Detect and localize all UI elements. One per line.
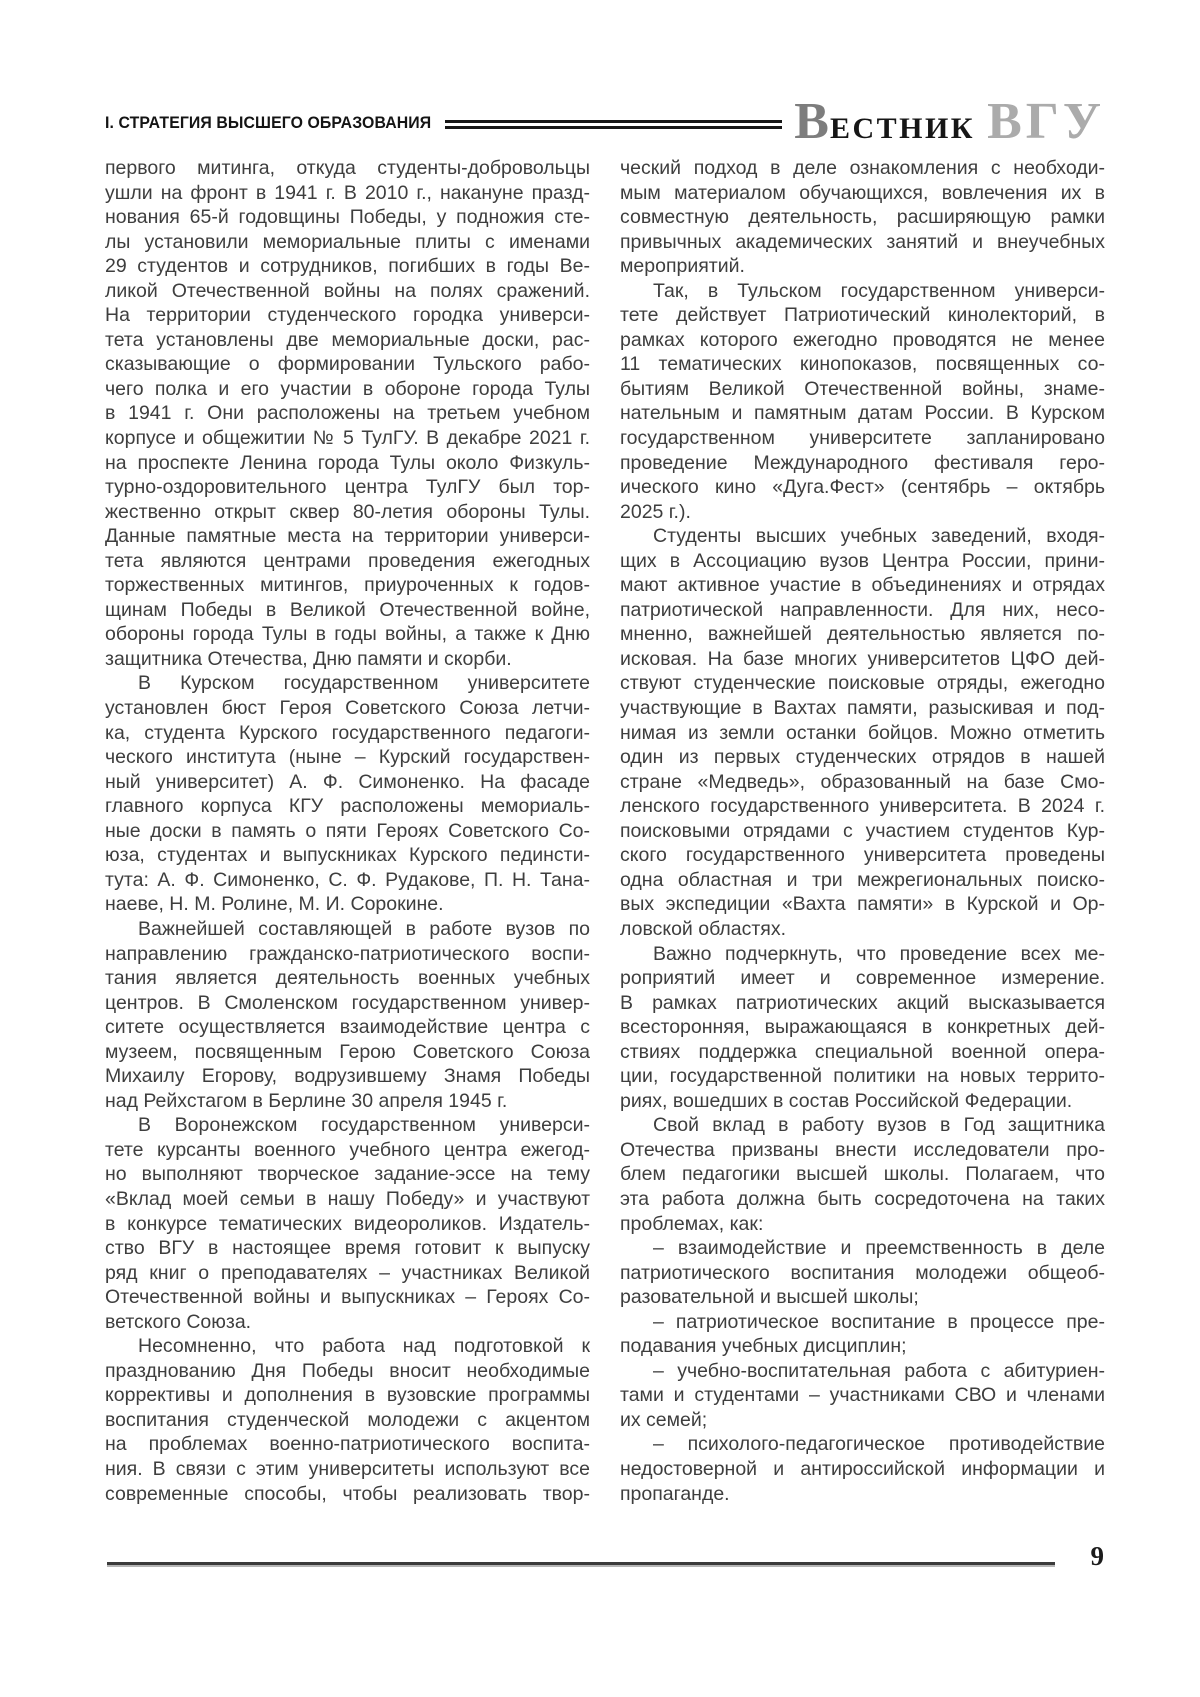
paragraph — [620, 1113, 1105, 1236]
text-line: ского государственного университета проведены — [620, 844, 1105, 867]
text-line: Михаилу Егорову, водрузившему Знамя Победы — [105, 1065, 590, 1088]
text-line: ленского государственного университета. В 2024 г. — [620, 795, 1105, 818]
text-line: – учебно-воспитательная работа с абитуриен- — [653, 1359, 1105, 1382]
text-line: одна областная и три межрегиональных поиско- — [620, 868, 1105, 891]
text-line: патриотического воспитания молодежи общеоб- — [620, 1261, 1105, 1284]
text-line: ствиях поддержка специальной военной опера- — [620, 1040, 1105, 1063]
text-line: нательным и памятным датам России. В Курском — [620, 402, 1105, 425]
text-column-right — [620, 156, 1105, 1506]
text-line: наеве, Н. М. Ролине, М. И. Сорокине. — [105, 893, 444, 916]
text-line: торжественных митингов, приуроченных к годов- — [105, 574, 590, 597]
text-line: юза, студентах и выпускниках Курского пединсти- — [105, 844, 590, 867]
text-line: Так, в Тульском государственном универси- — [653, 279, 1105, 302]
text-line: роприятий имеет и современное измерение. — [620, 967, 1105, 990]
text-line: ряд книг о преподавателях – участниках Великой — [105, 1261, 590, 1284]
text-line: разовательной и высшей школы; — [620, 1286, 919, 1309]
text-line: патриотической направленности. Для них, несо- — [620, 598, 1105, 621]
journal-logo-name: ЕСТНИК — [829, 112, 976, 145]
paragraph — [105, 671, 590, 916]
text-column-left — [105, 156, 590, 1506]
running-head — [105, 93, 1105, 150]
text-line: Свой вклад в работу вузов в Год защитника — [653, 1114, 1105, 1137]
paragraph — [620, 156, 1105, 279]
text-line: – патриотическое воспитание в процессе пре- — [653, 1310, 1105, 1333]
text-line: на проспекте Ленина города Тулы около Физкуль- — [105, 451, 590, 474]
text-line: ситете осуществляется взаимодействие центра с — [105, 1016, 590, 1039]
text-line: их семей; — [620, 1408, 708, 1431]
paragraph — [620, 524, 1105, 941]
text-line: блем педагогики высшей школы. Полагаем, что — [620, 1163, 1105, 1186]
text-line: 11 тематических кинопоказов, посвященных со- — [620, 353, 1105, 376]
text-line: ликой Отечественной войны на полях сражений. — [105, 279, 590, 302]
text-line: ния. В связи с этим университеты используют все — [105, 1457, 590, 1480]
footer-rule — [107, 1562, 1055, 1565]
text-line: Важно подчеркнуть, что проведение всех ме- — [653, 942, 1105, 965]
paragraph — [105, 1334, 590, 1506]
text-line: направлению гражданско-патриотического воспи- — [105, 942, 590, 965]
text-line: Отечества призваны внести исследователи про- — [620, 1138, 1105, 1161]
text-line: Несомненно, что работа над подготовкой к — [138, 1335, 590, 1358]
article-body — [105, 156, 1105, 1506]
text-line: ные доски в память о пяти Героях Советского Со- — [105, 819, 590, 842]
text-line: ловской областях. — [620, 917, 787, 940]
text-line: В Курском государственном университете — [138, 672, 590, 695]
text-line: ный университет) А. Ф. Симоненко. На фасаде — [105, 770, 590, 793]
text-line: риях, вошедших в состав Российской Федерации. — [620, 1089, 1073, 1112]
journal-logo-initial: В — [794, 93, 830, 150]
paragraph — [620, 1310, 1105, 1359]
text-line: нимая из земли останки бойцов. Можно отметить — [620, 721, 1105, 744]
text-line: проблемах, как: — [620, 1212, 764, 1235]
text-line: тами и студентами – участниками СВО и членами — [620, 1384, 1105, 1407]
text-line: в конкурсе тематических видеороликов. Издатель- — [105, 1212, 590, 1235]
text-line: поисковыми отрядами с участием студентов Кур- — [620, 819, 1105, 842]
text-line: бытиям Великой Отечественной войны, знаме- — [620, 377, 1105, 400]
text-line: стране «Медведь», образованный на базе Смо- — [620, 770, 1105, 793]
text-line: современные способы, чтобы реализовать твор- — [105, 1482, 590, 1505]
text-line: в 1941 г. Они расположены на третьем учебном — [105, 402, 590, 425]
text-line: ического кино «Дуга.Фест» (сентябрь – октябрь — [620, 476, 1105, 499]
text-line: участвующие в Вахтах памяти, разыскивая и под- — [620, 697, 1105, 720]
paragraph — [620, 1359, 1105, 1433]
text-line: ство ВГУ в настоящее время готовит к выпуску — [105, 1237, 590, 1260]
text-line: Данные памятные места на территории универси- — [105, 525, 590, 548]
text-line: празднованию Дня Победы вносит необходимые — [105, 1359, 590, 1382]
text-line: пропаганде. — [620, 1482, 730, 1505]
text-line: ческого института (ныне – Курский государствен- — [105, 746, 590, 769]
text-line: мненно, важнейшей деятельностью является по- — [620, 623, 1105, 646]
text-line: В рамках патриотических акций высказывается — [620, 991, 1105, 1014]
section-title: I. СТРАТЕГИЯ ВЫСШЕГО ОБРАЗОВАНИЯ — [105, 113, 432, 132]
text-line: вых экспедиции «Вахта памяти» в Курской и Ор- — [620, 893, 1105, 916]
text-line: коррективы и дополнения в вузовские программы — [105, 1384, 590, 1407]
text-line: воспитания студенческой молодежи с акцентом — [105, 1408, 590, 1431]
text-line: главного корпуса КГУ расположены мемориаль- — [105, 795, 590, 818]
text-line: Отечественной войны и выпускниках – Героях Со- — [105, 1286, 590, 1309]
text-line: один из первых студенческих отрядов в нашей — [620, 746, 1105, 769]
paragraph — [620, 1432, 1105, 1506]
text-line: – психолого-педагогическое противодействие — [653, 1433, 1105, 1456]
paragraph — [105, 1113, 590, 1334]
text-line: корпусе и общежитии № 5 ТулГУ. В декабре 2021 г. — [105, 427, 590, 450]
text-line: турно-оздоровительного центра ТулГУ был тор- — [105, 476, 590, 499]
text-line: лы установили мемориальные плиты с именами — [105, 230, 590, 253]
paragraph — [620, 1236, 1105, 1310]
paragraph — [620, 942, 1105, 1114]
text-line: обороны города Тулы в годы войны, а также к Дню — [105, 623, 590, 646]
text-line: совместную деятельность, расширяющую рамки — [620, 206, 1105, 229]
text-line: Студенты высших учебных заведений, входя- — [653, 525, 1105, 548]
text-line: недостоверной и антироссийской информации и — [620, 1457, 1105, 1480]
text-line: над Рейхстагом в Берлине 30 апреля 1945 г. — [105, 1089, 508, 1112]
text-line: тете курсанты военного учебного центра ежегод- — [105, 1138, 590, 1161]
text-line: музеем, посвященным Герою Советского Союза — [105, 1040, 590, 1063]
journal-logo — [794, 93, 1105, 150]
paragraph — [620, 279, 1105, 524]
journal-logo-org: ВГУ — [987, 93, 1105, 150]
text-line: мероприятий. — [620, 255, 745, 278]
text-line: подавания учебных дисциплин; — [620, 1335, 907, 1358]
text-line: Важнейшей составляющей в работе вузов по — [138, 917, 590, 940]
text-line: В Воронежском государственном универси- — [138, 1114, 590, 1137]
text-line: мым материалом обучающихся, вовлечения их в — [620, 181, 1105, 204]
text-line: жественно открыт сквер 80-летия обороны Тулы. — [105, 500, 590, 523]
text-line: на проблемах военно-патриотического воспита- — [105, 1433, 590, 1456]
text-line: привычных академических занятий и внеучебных — [620, 230, 1105, 253]
text-line: мают активное участие в объединениях и отрядах — [620, 574, 1105, 597]
text-line: тета являются центрами проведения ежегодных — [105, 549, 590, 572]
text-line: щих в Ассоциацию вузов Центра России, прини- — [620, 549, 1105, 572]
text-line: нования 65-й годовщины Победы, у подножия сте- — [105, 206, 590, 229]
text-line: ствуют студенческие поисковые отряды, ежегодно — [620, 672, 1105, 695]
text-line: тута: А. Ф. Симоненко, С. Ф. Рудакове, П. Н. Тана- — [105, 868, 590, 891]
text-line: щинам Победы в Великой Отечественной войне, — [105, 598, 590, 621]
header-double-rule — [445, 120, 782, 129]
text-line: ветского Союза. — [105, 1310, 252, 1333]
text-line: тания является деятельность военных учебных — [105, 967, 590, 990]
text-line: ческий подход в деле ознакомления с необходи- — [620, 157, 1105, 179]
text-line: чего полка и его участии в обороне города Тулы — [105, 377, 590, 400]
paragraph — [105, 917, 590, 1113]
text-line: – взаимодействие и преемственность в деле — [653, 1237, 1105, 1260]
paragraph — [105, 156, 590, 671]
text-line: эта работа должна быть сосредоточена на таких — [620, 1187, 1105, 1210]
text-line: рамках которого ежегодно проводятся не менее — [620, 328, 1105, 351]
text-line: На территории студенческого городка универси- — [105, 304, 590, 327]
text-line: исковая. На базе многих университетов ЦФО дей- — [620, 647, 1105, 670]
page-number: 9 — [1090, 1541, 1104, 1571]
text-line: но выполняют творческое задание-эссе на тему — [105, 1163, 590, 1186]
text-line: «Вклад моей семьи в нашу Победу» и участвуют — [105, 1187, 590, 1210]
text-line: сказывающие о формировании Тульского рабо- — [105, 353, 590, 376]
text-line: 2025 г.). — [620, 500, 691, 523]
text-line: защитника Отечества, Дню памяти и скорби. — [105, 647, 512, 670]
text-line: тете действует Патриотический кинолекторий, в — [620, 304, 1105, 327]
text-line: тета установлены две мемориальные доски, рас- — [105, 328, 590, 351]
text-line: ушли на фронт в 1941 г. В 2010 г., накануне празд- — [105, 181, 590, 204]
text-line: всесторонняя, выражающаяся в конкретных дей- — [620, 1016, 1105, 1039]
text-line: установлен бюст Героя Советского Союза летчи- — [105, 697, 590, 720]
text-line: первого митинга, откуда студенты-добровольцы — [105, 157, 590, 179]
text-line: ка, студента Курского государственного педагоги- — [105, 721, 590, 744]
text-line: 29 студентов и сотрудников, погибших в годы Ве- — [105, 255, 590, 278]
text-line: ции, государственной политики на новых террито- — [620, 1065, 1105, 1088]
text-line: центров. В Смоленском государственном универ- — [105, 991, 590, 1014]
text-line: проведение Международного фестиваля геро- — [620, 451, 1105, 474]
text-line: государственном университете запланировано — [620, 427, 1105, 450]
